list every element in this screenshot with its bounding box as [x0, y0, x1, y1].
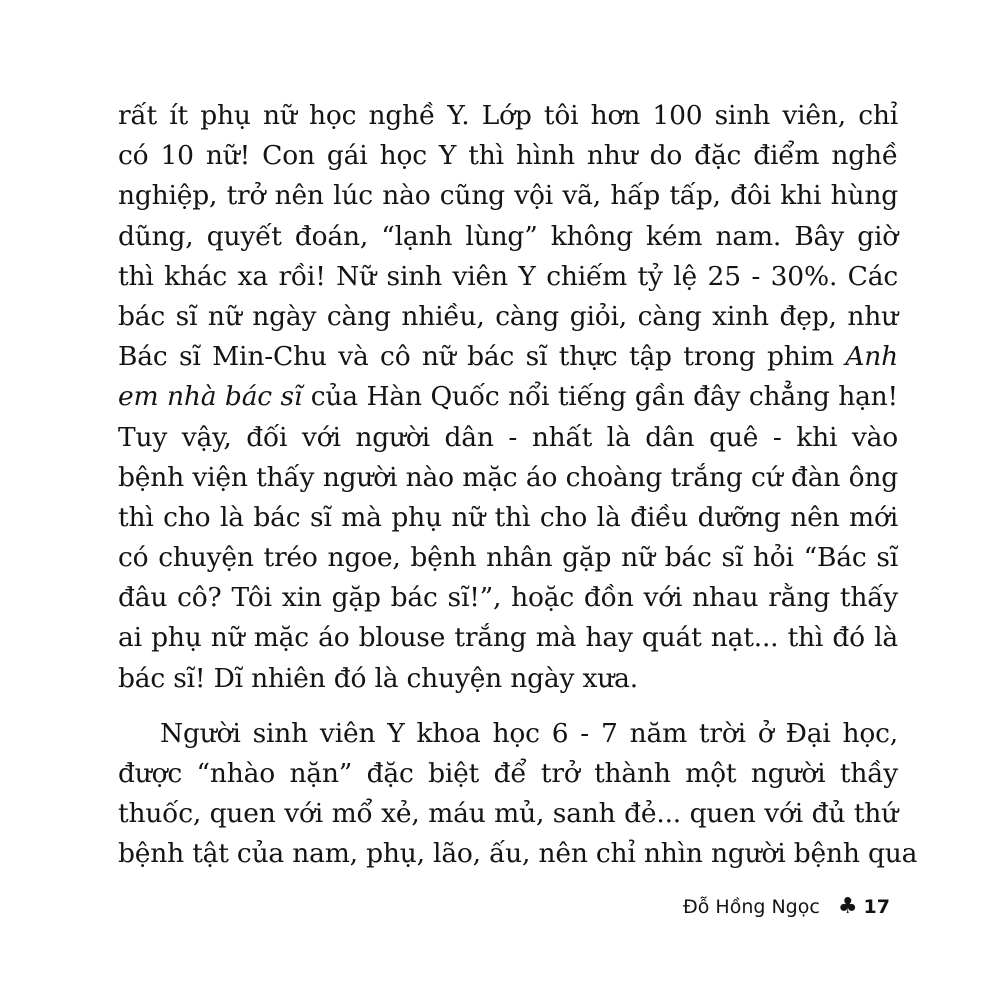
page-number: 17 — [863, 896, 890, 918]
text-line: bệnh viện thấy người nào mặc áo choàng trắng cứ đàn ông — [118, 461, 898, 493]
text-line: bệnh tật của nam, phụ, lão, ấu, nên chỉ nhìn người bệnh qua — [118, 838, 918, 870]
text-line — [118, 377, 898, 417]
paragraph-1 — [118, 96, 898, 699]
text-line: đâu cô? Tôi xin gặp bác sĩ!”, hoặc đồn với nhau rằng thấy — [118, 582, 898, 614]
body-text — [118, 96, 918, 875]
text-line: thì cho là bác sĩ mà phụ nữ thì cho là điều dưỡng nên mới — [118, 501, 898, 533]
text-line: bác sĩ! Dĩ nhiên đó là chuyện ngày xưa. — [118, 662, 638, 694]
club-suit-icon: ♣ — [837, 894, 858, 919]
text-segment: Bác sĩ Min-Chu và cô nữ bác sĩ thực tập trong phim — [118, 341, 846, 373]
text-line — [118, 337, 898, 377]
paragraph-2 — [118, 714, 918, 875]
film-title-italic: Anh — [845, 341, 898, 373]
text-line: thì khác xa rồi! Nữ sinh viên Y chiếm tỷ lệ 25 - 30%. Các — [118, 260, 898, 292]
text-line: Tuy vậy, đối với người dân - nhất là dân quê - khi vào — [118, 421, 898, 453]
text-line: dũng, quyết đoán, “lạnh lùng” không kém nam. Bây giờ — [118, 220, 898, 252]
text-line: bác sĩ nữ ngày càng nhiều, càng giỏi, càng xinh đẹp, như — [118, 300, 898, 332]
text-segment: của Hàn Quốc nổi tiếng gần đây chẳng hạn! — [302, 381, 898, 413]
text-line: rất ít phụ nữ học nghề Y. Lớp tôi hơn 100 sinh viên, chỉ — [118, 100, 898, 131]
text-line: có 10 nữ! Con gái học Y thì hình như do đặc điểm nghề — [118, 140, 898, 172]
text-line: Người sinh viên Y khoa học 6 - 7 năm trời ở Đại học, — [160, 717, 898, 749]
text-line: được “nhào nặn” đặc biệt để trở thành một người thầy — [118, 758, 898, 789]
page-footer — [683, 896, 890, 918]
text-line: ai phụ nữ mặc áo blouse trắng mà hay quát nạt... thì đó là — [118, 622, 898, 654]
film-title-italic: em nhà bác sĩ — [118, 381, 303, 413]
text-line: có chuyện tréo ngoe, bệnh nhân gặp nữ bác sĩ hỏi “Bác sĩ — [118, 542, 898, 574]
text-line: thuốc, quen với mổ xẻ, máu mủ, sanh đẻ... quen với đủ thứ — [118, 798, 898, 830]
text-line: nghiệp, trở nên lúc nào cũng vội vã, hấp tấp, đôi khi hùng — [118, 180, 898, 212]
author-name: Đỗ Hồng Ngọc — [683, 896, 820, 918]
